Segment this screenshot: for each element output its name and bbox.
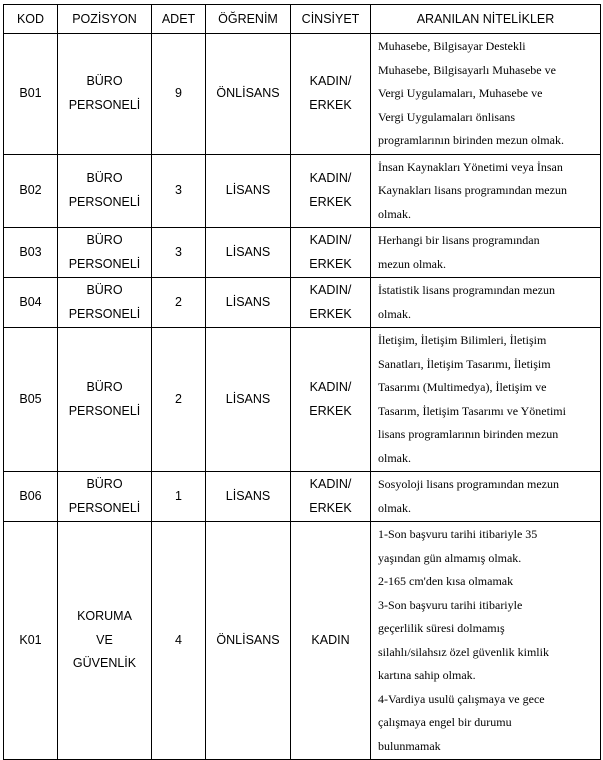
cell-cinsiyet (291, 34, 371, 155)
cell-cinsiyet (291, 472, 371, 522)
cell-pozisyon (58, 472, 152, 522)
nitelik-line: 4-Vardiya usulü çalışmaya ve gece (378, 691, 545, 706)
nitelik-line: İletişim, İletişim Bilimleri, İletişim (378, 333, 547, 347)
cell-nitelikler (371, 154, 601, 228)
pozisyon-line: PERSONELİ (68, 306, 141, 321)
nitelik-line: geçerlilik süresi dolmamış (378, 621, 505, 635)
pozisyon-line: BÜRO (86, 380, 123, 394)
cell-kod: B04 (4, 278, 58, 328)
pozisyon-line: GÜVENLİK (72, 656, 137, 671)
pozisyon-line: PERSONELİ (68, 97, 141, 112)
cinsiyet-line: KADIN/ (309, 74, 352, 89)
cell-kod: B05 (4, 328, 58, 472)
table-row (4, 154, 601, 228)
cinsiyet-line: ERKEK (309, 256, 352, 271)
pozisyon-line: VE (96, 632, 113, 647)
cinsiyet-line: ERKEK (309, 194, 352, 209)
nitelik-line: olmak. (378, 500, 411, 515)
header-kod: KOD (4, 5, 58, 34)
pozisyon-line: BÜRO (86, 233, 123, 247)
nitelik-line: Tasarımı (Multimedya), İletişim ve (378, 380, 547, 394)
pozisyon-line: KORUMA (77, 609, 132, 624)
cell-pozisyon (58, 34, 152, 155)
table-row (4, 34, 601, 155)
cinsiyet-line: ERKEK (309, 403, 352, 418)
cinsiyet-line: KADIN/ (309, 477, 352, 491)
cell-kod: B03 (4, 228, 58, 278)
cell-nitelikler (371, 472, 601, 522)
cell-pozisyon (58, 522, 152, 760)
nitelik-line: yaşından gün almamış olmak. (378, 550, 522, 565)
cell-ogrenim: LİSANS (206, 278, 291, 328)
header-cinsiyet: CİNSİYET (291, 5, 371, 34)
job-requirements-table (3, 4, 601, 760)
pozisyon-line: PERSONELİ (68, 403, 141, 418)
nitelik-line: Vergi Uygulamaları, Muhasebe ve (378, 86, 543, 100)
pozisyon-line: BÜRO (86, 283, 123, 297)
cell-adet: 4 (152, 522, 206, 760)
cell-kod: B02 (4, 154, 58, 228)
nitelik-line: İstatistik lisans programından mezun (378, 283, 555, 297)
cinsiyet-line: KADIN/ (309, 233, 352, 247)
cinsiyet-line: KADIN/ (309, 171, 352, 186)
cell-adet: 9 (152, 34, 206, 155)
nitelik-line: Sanatları, İletişim Tasarımı, İletişim (378, 356, 551, 371)
header-pozisyon: POZİSYON (58, 5, 152, 34)
cell-kod: B01 (4, 34, 58, 155)
nitelik-line: Muhasebe, Bilgisayar Destekli (378, 39, 526, 53)
nitelik-line: Tasarım, İletişim Tasarımı ve Yönetimi (378, 403, 566, 418)
table-body (4, 34, 601, 760)
cell-ogrenim: LİSANS (206, 154, 291, 228)
cell-nitelikler (371, 328, 601, 472)
table-row (4, 328, 601, 472)
cinsiyet-line: ERKEK (309, 306, 352, 321)
cinsiyet-line: ERKEK (309, 97, 352, 112)
cell-ogrenim: LİSANS (206, 228, 291, 278)
nitelik-line: 1-Son başvuru tarihi itibariyle 35 (378, 527, 538, 541)
cinsiyet-line: KADIN (311, 632, 350, 647)
cell-pozisyon (58, 154, 152, 228)
cell-nitelikler (371, 278, 601, 328)
nitelik-line: silahlı/silahsız özel güvenlik kimlik (378, 644, 549, 659)
cell-cinsiyet (291, 154, 371, 228)
cell-ogrenim: ÖNLİSANS (206, 522, 291, 760)
pozisyon-line: PERSONELİ (68, 194, 141, 209)
pozisyon-line: PERSONELİ (68, 500, 141, 515)
cell-adet: 3 (152, 154, 206, 228)
nitelik-line: İnsan Kaynakları Yönetimi veya İnsan (378, 159, 563, 174)
nitelik-line: olmak. (378, 206, 411, 221)
cell-adet: 2 (152, 278, 206, 328)
cell-cinsiyet (291, 278, 371, 328)
pozisyon-line: PERSONELİ (68, 256, 141, 271)
nitelik-line: bulunmamak (378, 738, 441, 753)
cell-adet: 2 (152, 328, 206, 472)
nitelik-line: Herhangi bir lisans programından (378, 233, 540, 247)
cell-nitelikler (371, 522, 601, 760)
cell-pozisyon (58, 328, 152, 472)
nitelik-line: mezun olmak. (378, 256, 446, 271)
nitelik-line: programlarının birinden mezun olmak. (378, 133, 564, 147)
table-row (4, 472, 601, 522)
cinsiyet-line: KADIN/ (309, 380, 352, 394)
header-row (4, 5, 601, 34)
nitelik-line: Sosyoloji lisans programından mezun (378, 477, 559, 491)
cell-kod: B06 (4, 472, 58, 522)
cinsiyet-line: KADIN/ (309, 283, 352, 297)
nitelik-line: lisans programlarının birinden mezun (378, 427, 559, 441)
header-nitelikler: ARANILAN NİTELİKLER (371, 5, 601, 34)
nitelik-line: 3-Son başvuru tarihi itibariyle (378, 597, 523, 612)
nitelik-line: 2-165 cm'den kısa olmamak (378, 574, 514, 588)
cell-nitelikler (371, 34, 601, 155)
cell-cinsiyet (291, 328, 371, 472)
cell-adet: 1 (152, 472, 206, 522)
cell-ogrenim: ÖNLİSANS (206, 34, 291, 155)
cell-kod: K01 (4, 522, 58, 760)
pozisyon-line: BÜRO (86, 171, 123, 186)
cell-pozisyon (58, 228, 152, 278)
cell-ogrenim: LİSANS (206, 472, 291, 522)
nitelik-line: Vergi Uygulamaları önlisans (378, 109, 516, 124)
cell-nitelikler (371, 228, 601, 278)
table-row (4, 228, 601, 278)
cell-ogrenim: LİSANS (206, 328, 291, 472)
pozisyon-line: BÜRO (86, 477, 123, 491)
nitelik-line: kartına sahip olmak. (378, 668, 476, 682)
nitelik-line: Muhasebe, Bilgisayarlı Muhasebe ve (378, 62, 556, 77)
table-row (4, 522, 601, 760)
cell-pozisyon (58, 278, 152, 328)
nitelik-line: çalışmaya engel bir durumu (378, 715, 512, 729)
cell-cinsiyet (291, 228, 371, 278)
header-adet: ADET (152, 5, 206, 34)
nitelik-line: olmak. (378, 306, 411, 321)
cell-cinsiyet (291, 522, 371, 760)
cell-adet: 3 (152, 228, 206, 278)
table-row (4, 278, 601, 328)
nitelik-line: olmak. (378, 450, 411, 465)
pozisyon-line: BÜRO (86, 74, 123, 89)
nitelik-line: Kaynakları lisans programından mezun (378, 183, 567, 197)
cinsiyet-line: ERKEK (309, 500, 352, 515)
header-ogrenim: ÖĞRENİM (206, 5, 291, 34)
